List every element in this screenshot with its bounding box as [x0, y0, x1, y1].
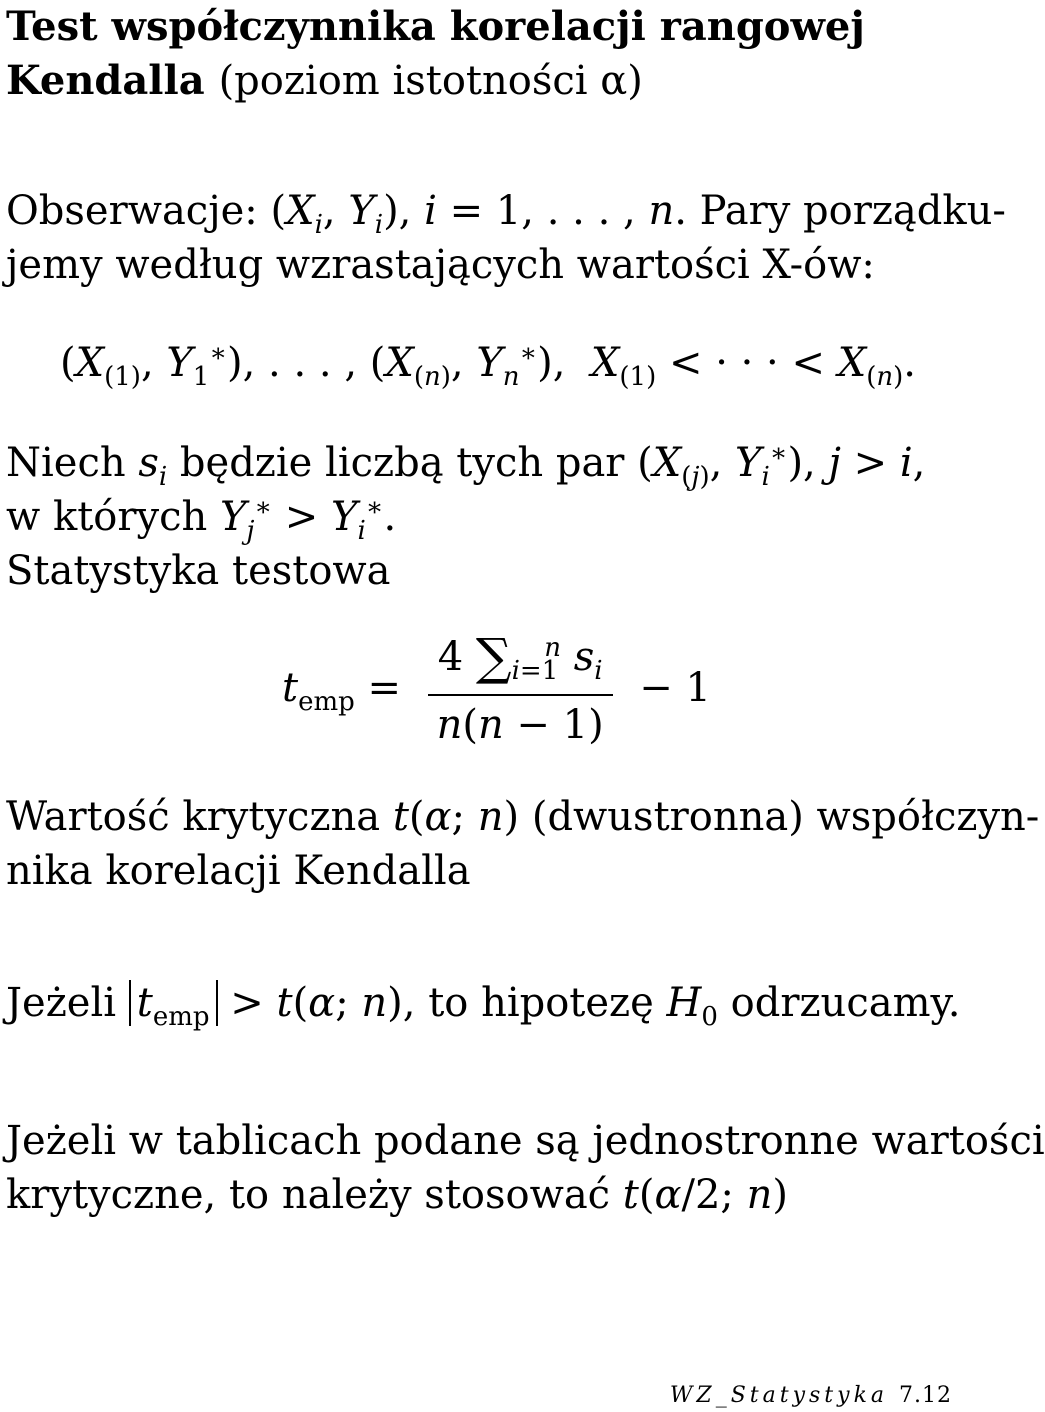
formula-numerator: 4 $\sum_{i=1}^n$ $s_i$ [428, 628, 613, 696]
footer-label: WZ_Statystyka [669, 1383, 889, 1408]
title-line-1: Test współczynnika korelacji rangowej [6, 3, 865, 50]
formula-fraction [428, 628, 613, 748]
statistic-label: Statystyka testowa [6, 548, 391, 594]
note-line-1: Jeżeli w tablicach podane są jednostronne wartości [6, 1118, 1045, 1164]
page-footer [670, 1383, 952, 1408]
title-subtitle: (poziom istotności α) [218, 58, 643, 104]
note-line-2: krytyczne, to należy stosować t(α/2; n) [6, 1172, 788, 1218]
decision-rule: Jeżeli $t_{emp} > t(\alpha$; n), to hipotezę $H_0$ odrzucamy. [6, 980, 961, 1032]
footer-page-number: 7.12 [899, 1383, 952, 1408]
test-statistic-formula: $t_{emp}$ = $\frac{4 \sum_{i=1}^n s_i}{n(n - 1)}$ − 1 [282, 628, 711, 748]
critical-line-2: nika korelacji Kendalla [6, 848, 471, 894]
ordered-pairs-formula: ($X_{(1)}$, $Y_1^∗$), . . . , ($X_{(n)}$, $Y_n^∗$), $X_{(1)}$ < · · · < $X_{(n)}$. [60, 338, 916, 392]
definition-line-1: Niech $s_i$ będzie liczbą tych par ($X_{(j)}$, $Y_i^∗$), j > i, [6, 438, 926, 492]
observations-line-1: Obserwacje: ($X_i$, $Y_i$), i = 1, . . . , n. Pary porządku- [6, 188, 1006, 240]
definition-line-2: w których $Y_j^∗ > Y_i^∗$. [6, 492, 397, 546]
observations-line-2: jemy według wzrastających wartości X-ów: [6, 242, 875, 288]
formula-denominator: n(n − 1) [436, 702, 604, 748]
page-title [6, 0, 954, 108]
title-line-2 [6, 54, 954, 108]
critical-line-1: Wartość krytyczna t(α; n) (dwustronna) współczyn- [6, 794, 1040, 840]
definition-paragraph [6, 436, 954, 598]
observations-paragraph [6, 184, 1006, 292]
critical-value-paragraph [6, 790, 1040, 898]
note-paragraph [6, 1114, 1045, 1222]
title-kendalla: Kendalla [6, 57, 205, 104]
